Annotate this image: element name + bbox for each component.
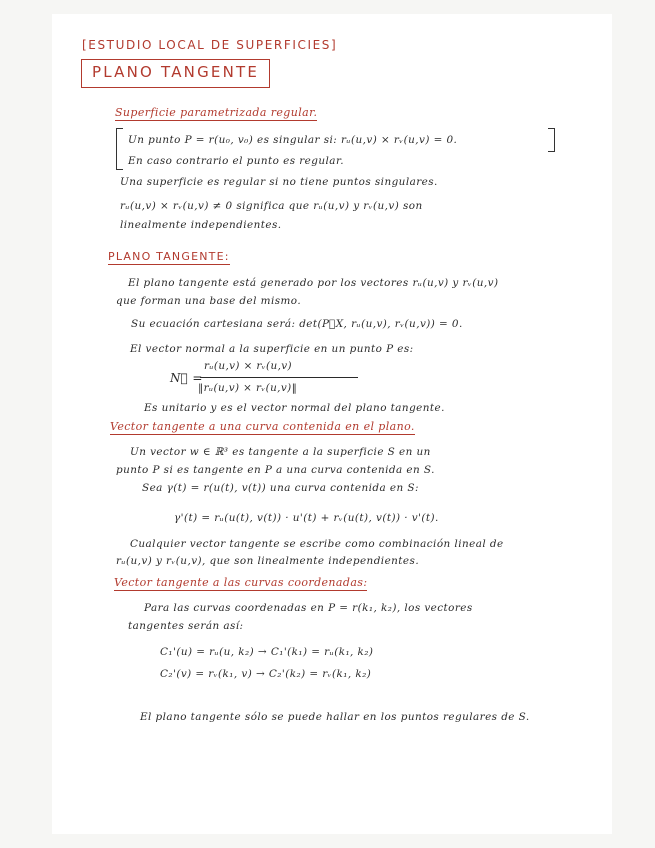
fraction-bar (200, 377, 358, 378)
text-plano-generado: El plano tangente está generado por los vectores rᵤ(u,v) y rᵥ(u,v) (128, 277, 499, 289)
heading-superficie-regular: Superficie parametrizada regular. (115, 106, 318, 119)
notebook-page (52, 14, 612, 834)
text-combinacion-lineal: Cualquier vector tangente se escribe como combinación lineal de (130, 538, 504, 550)
text-tangentes: tangentes serán así: (128, 620, 244, 632)
text-punto-singular: Un punto P = r(u₀, v₀) es singular si: rᵤ(u,v) × rᵥ(u,v) = 0. (128, 134, 458, 146)
page-title: PLANO TANGENTE (92, 63, 260, 81)
text-curvas-coordenadas: Para las curvas coordenadas en P = r(k₁, k₂), los vectores (144, 602, 473, 614)
text-punto-regular: En caso contrario el punto es regular. (128, 155, 344, 167)
formula-gamma-prima: γ'(t) = rᵤ(u(t), v(t)) · u'(t) + rᵥ(u(t), v(t)) · v'(t). (174, 512, 439, 524)
formula-c2: C₂'(v) = rᵥ(k₁, v) → C₂'(k₂) = rᵥ(k₁, k₂) (160, 668, 372, 680)
text-linealmente-independientes: linealmente independientes. (120, 219, 282, 231)
text-vector-normal: El vector normal a la superficie en un punto P es: (130, 343, 414, 355)
section-title: [ESTUDIO LOCAL DE SUPERFICIES] (82, 38, 338, 52)
normal-denominator: ‖rᵤ(u,v) × rᵥ(u,v)‖ (198, 382, 298, 394)
heading-plano-tangente: PLANO TANGENTE: (108, 250, 230, 263)
normal-label: N⃗ = (170, 371, 203, 385)
text-sea-gamma: Sea γ(t) = r(u(t), v(t)) una curva contenida en S: (142, 482, 419, 494)
text-vector-w: Un vector w ∈ ℝ³ es tangente a la superficie S en un (130, 446, 431, 458)
text-ecuacion-cartesiana: Su ecuación cartesiana será: det(P⃗X, rᵤ(u,v), rᵥ(u,v)) = 0. (131, 318, 463, 330)
text-base: que forman una base del mismo. (116, 295, 302, 307)
bracket-left (116, 128, 123, 170)
text-unitario: Es unitario y es el vector normal del plano tangente. (144, 402, 445, 414)
text-producto-vectorial: rᵤ(u,v) × rᵥ(u,v) ≠ 0 significa que rᵤ(u,v) y rᵥ(u,v) son (120, 200, 423, 212)
text-ru-rv-independientes: rᵤ(u,v) y rᵥ(u,v), que son linealmente independientes. (116, 555, 420, 567)
bracket-right (548, 128, 555, 152)
text-punto-p: punto P si es tangente en P a una curva contenida en S. (116, 464, 435, 476)
heading-vector-tangente-curva: Vector tangente a una curva contenida en el plano. (110, 420, 415, 433)
text-conclusion: El plano tangente sólo se puede hallar en los puntos regulares de S. (140, 711, 530, 723)
heading-curvas-coordenadas: Vector tangente a las curvas coordenadas: (114, 576, 368, 589)
formula-c1: C₁'(u) = rᵤ(u, k₂) → C₁'(k₁) = rᵤ(k₁, k₂) (160, 646, 374, 658)
text-superficie-regular: Una superficie es regular si no tiene puntos singulares. (120, 176, 438, 188)
normal-numerator: rᵤ(u,v) × rᵥ(u,v) (204, 360, 293, 372)
